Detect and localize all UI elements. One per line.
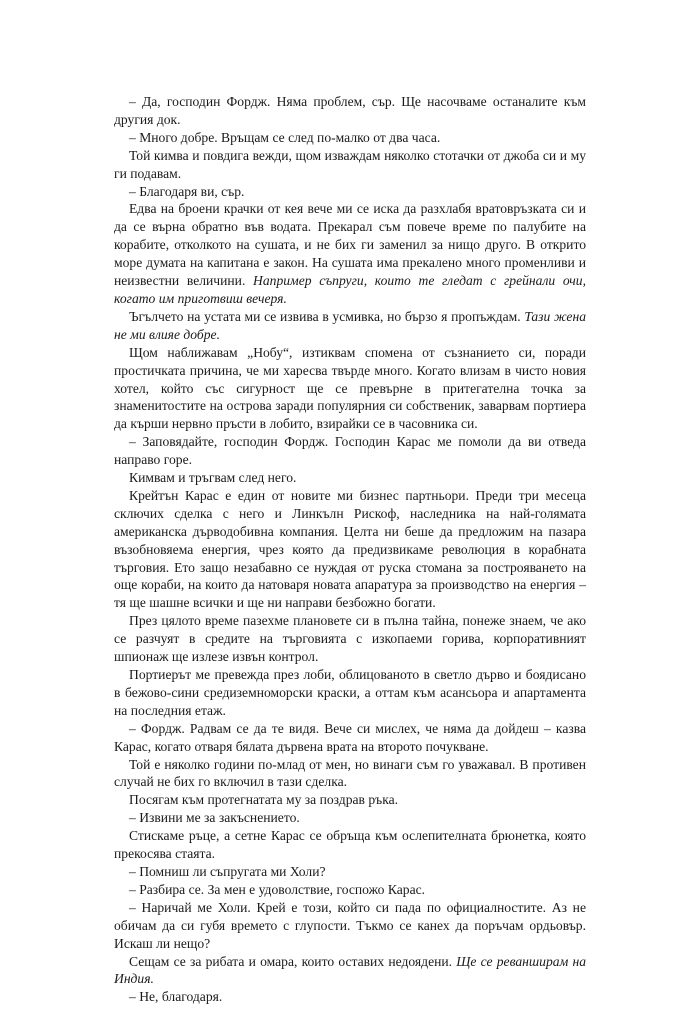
paragraph-text: Ъгълчето на устата ми се извива в усмивка, но бързо я пропъждам. <box>129 308 525 324</box>
paragraph <box>114 666 586 720</box>
paragraph-text: – Извини ме за закъснението. <box>129 810 300 826</box>
paragraph-text: Крейтън Карас е един от новите ми бизнес партньори. Преди три месеца сключих сделка с него и Линкълн Рискоф, наследника на най-голямата американска дърводобивна компания. Целта ни беше да предложим на пазара възобновяема енергия, чрез която да предизвикаме революция в корабната търговия. Ето защо незабавно се нуждая от руска стомана за построяването на още кораби, на които да натоваря новата апаратура за производство на енергия – тя ще шашне всички и ще ни направи безбожно богати. <box>114 487 586 611</box>
paragraph <box>114 863 586 881</box>
paragraph-text: Едва на броени крачки от кея вече ми се иска да разхлабя вратовръзката си и да се върна обратно във водата. Прекарал съм повече време по палубите на корабите, отколкото на сушата, и не бих ги заменил за нищо друго. В открито море думата на капитана е закон. На сушата има прекалено много променливи и неизвестни величини. <box>114 201 586 289</box>
paragraph <box>114 308 586 344</box>
paragraph-text: – Не, благодаря. <box>129 989 223 1005</box>
paragraph-text: – Благодаря ви, сър. <box>129 183 245 199</box>
paragraph-text: Той е няколко години по-млад от мен, но винаги съм го уважавал. В противен случай не бих го включил в тази сделка. <box>114 756 586 790</box>
paragraph <box>114 988 586 1006</box>
paragraph-text: Щом наближавам „Нобу“, изтиквам спомена от съзнанието си, поради простичката причина, че ми харесва твърде много. Когато влизам в чисто новия хотел, който със сигурност ще се превърне в притегателна точка за знаменитостите на острова заради популярния си собственик, заварвам портиера да кърши нервно пръсти в лобито, взирайки се в часовника си. <box>114 344 586 432</box>
paragraph-text: – Помниш ли съпругата ми Холи? <box>129 863 326 879</box>
paragraph <box>114 612 586 666</box>
paragraph <box>114 487 586 612</box>
paragraph-text: Стискаме ръце, а сетне Карас се обръща към ослепителната брюнетка, която прекосява стаята. <box>114 828 586 862</box>
paragraph <box>114 899 586 953</box>
paragraph-text: – Заповядайте, господин Фордж. Господин Карас ме помоли да ви отведа направо горе. <box>114 434 586 468</box>
paragraph-text: – Фордж. Радвам се да те видя. Вече си мислех, че няма да дойдеш – казва Карас, когато отваря бялата дървена врата на второто почукване. <box>114 720 586 754</box>
book-page-text <box>114 93 586 1006</box>
paragraph-text: – Наричай ме Холи. Крей е този, който си пада по официалностите. Аз не обичам да си губя времето с глупости. Тъкмо се канех да поръчам ордьовър. Искаш ли нещо? <box>114 899 586 951</box>
paragraph-text: Кимвам и тръгвам след него. <box>129 470 297 486</box>
italic-thought-text: Тази жена не ми влияе добре. <box>114 308 587 342</box>
paragraph-text: – Разбира се. За мен е удоволствие, госпожо Карас. <box>129 881 426 897</box>
italic-thought-text: Например съпруги, които те гледат с грейнали очи, когато им приготвиш вечеря. <box>114 273 586 306</box>
paragraph-text: Посягам към протегнатата му за поздрав ръка. <box>129 792 399 808</box>
paragraph <box>114 881 586 899</box>
paragraph <box>114 756 586 792</box>
paragraph <box>114 183 586 201</box>
paragraph <box>114 93 586 129</box>
paragraph <box>114 953 586 989</box>
paragraph <box>114 827 586 863</box>
paragraph-text: – Много добре. Връщам се след по-малко от два часа. <box>129 129 441 145</box>
paragraph-text: Портиерът ме превежда през лоби, облицованото в светло дърво и боядисано в бежово-сини средиземноморски краски, а оттам към асансьора и апартамента на последния етаж. <box>114 667 586 718</box>
paragraph <box>114 147 586 183</box>
paragraph-text: – Да, господин Фордж. Няма проблем, сър. Ще насочваме останалите към другия док. <box>114 94 586 127</box>
paragraph <box>114 129 586 147</box>
paragraph <box>114 791 586 809</box>
italic-thought-text: Ще се реванширам на Индия. <box>114 953 586 987</box>
paragraph-text: Той кимва и повдига вежди, щом изваждам няколко стотачки от джоба си и му ги подавам. <box>114 147 586 181</box>
paragraph-text: През цялото време пазехме плановете си в пълна тайна, понеже знаем, че ако се разчуят в средите на търговията с изкопаеми горива, корпоративният шпионаж ще излезе извън контрол. <box>114 613 586 665</box>
paragraph <box>114 200 586 307</box>
paragraph <box>114 433 586 469</box>
paragraph <box>114 809 586 827</box>
paragraph <box>114 344 586 434</box>
paragraph-text: Сещам се за рибата и омара, които оставих недоядени. <box>129 953 457 969</box>
paragraph <box>114 720 586 756</box>
paragraph <box>114 469 586 487</box>
